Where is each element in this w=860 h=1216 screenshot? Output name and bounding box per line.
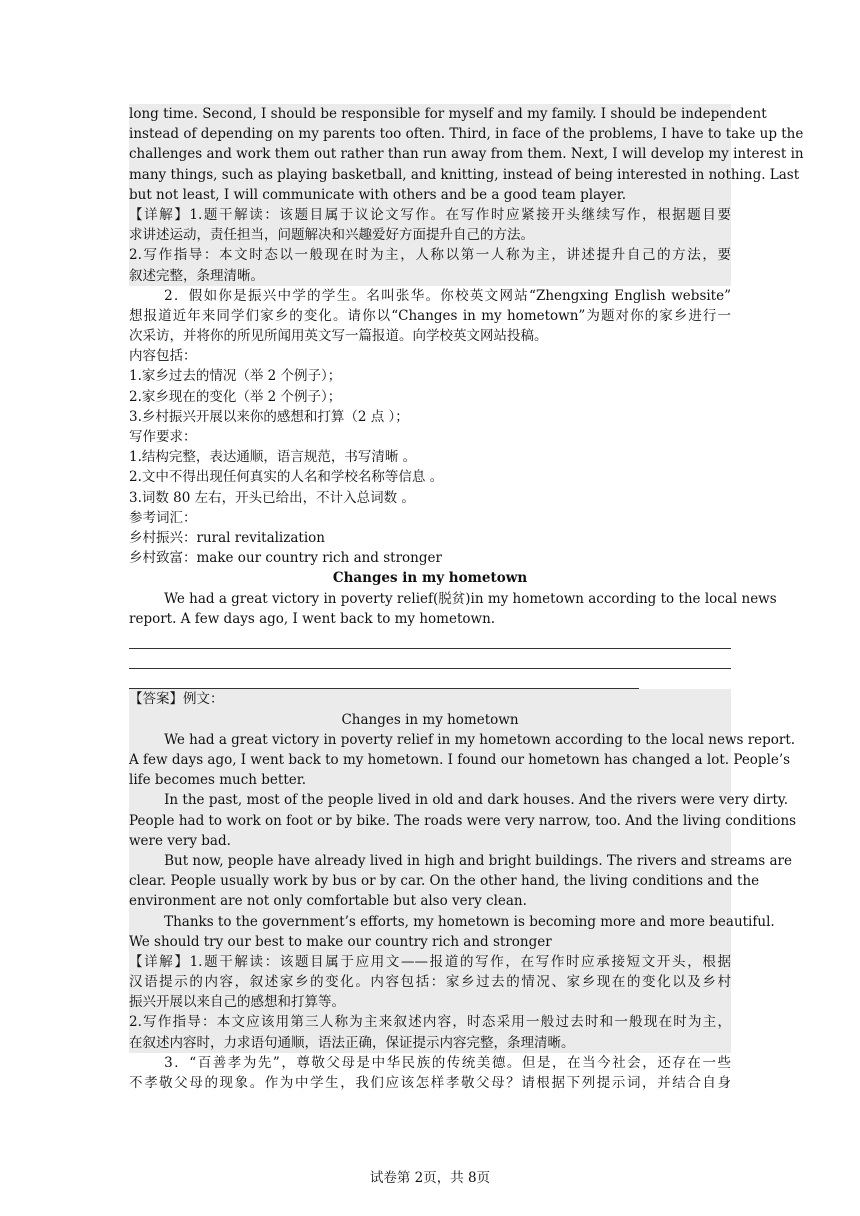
answer-essay — [129, 730, 797, 952]
previous-detail-block — [129, 205, 731, 286]
question-text: 想报道近年来同学们家乡的变化。请你以“Changes in my hometown”为题对你的家乡进行一 — [129, 307, 731, 324]
text-line: 求讲述运动，责任担当，问题解决和兴趣爱好方面提升自己的方法。 — [129, 227, 534, 244]
answer-line: were very bad. — [129, 832, 231, 849]
requirement-item: 2.文中不得出现任何真实的人名和学校名称等信息 。 — [129, 469, 444, 486]
requirement-item: 3.词数 80 左右，开头已给出，不计入总词数 。 — [129, 489, 415, 506]
text-line: 2.写作指导：本文时态以一般现在时为主，人称以第一人称为主，讲述提升自己的方法，要 — [129, 247, 731, 264]
text-line: 2.写作指导：本文应该用第三人称为主来叙述内容，时态采用一般过去时和一般现在时为主， — [129, 1014, 731, 1031]
essay-title: Changes in my hometown — [332, 570, 528, 587]
question-3 — [129, 1053, 731, 1093]
answer-line: life becomes much better. — [129, 772, 307, 789]
text-line: 【详解】1.题干解读：该题目属于议论文写作。在写作时应紧接开头继续写作，根据题目要 — [129, 206, 731, 223]
text-line: 叙述完整，条理清晰。 — [129, 267, 264, 284]
question-text: 不孝敬父母的现象。作为中学生，我们应该怎样孝敬父母？请根据下列提示词，并结合自身 — [129, 1075, 731, 1091]
text-line: 汉语提示的内容，叙述家乡的变化。内容包括：家乡过去的情况、家乡现在的变化以及乡村 — [129, 974, 731, 991]
previous-answer-block — [129, 104, 804, 205]
requirement-item: 1.结构完整，表达通顺，语言规范，书写清晰 。 — [129, 449, 417, 466]
answer-line: We should try our best to make our country rich and stronger — [129, 933, 552, 950]
content-item: 1.家乡过去的情况（举 2 个例子）； — [129, 368, 342, 385]
answer-blank-line — [129, 649, 731, 669]
text-line: 振兴开展以来自己的感想和打算等。 — [129, 994, 345, 1011]
question-text: 3．“百善孝为先”，尊敬父母是中华民族的传统美德。但是，在当今社会，还存在一些 — [164, 1054, 731, 1071]
answer-title: Changes in my hometown — [341, 711, 519, 728]
answer-label: 【答案】例文： — [129, 691, 224, 708]
exam-page — [129, 104, 804, 1093]
answer-line: environment are not only comfortable but also very clean. — [129, 893, 527, 910]
text-line: long time. Second, I should be responsible for myself and my family. I should be independent — [129, 106, 767, 122]
answer-blank-line — [129, 629, 731, 649]
content-heading: 内容包括： — [129, 348, 197, 365]
answer-line: A few days ago, I went back to my hometown. I found our hometown has changed a lot. People’s — [129, 752, 791, 768]
text-line: 在叙述内容时，力求语句通顺，语法正确，保证提示内容完整，条理清晰。 — [129, 1034, 575, 1051]
question-text: 2．假如你是振兴中学的学生。名叫张华。你校英文网站“Zhengxing English website” — [164, 287, 731, 304]
text-line: challenges and work them out rather than run away from them. Next, I will develop my interest in — [129, 146, 804, 163]
answer-line: People had to work on foot or by bike. The roads were very narrow, too. And the living conditions — [129, 812, 797, 829]
answer-block — [129, 689, 797, 951]
answer-line: In the past, most of the people lived in old and dark houses. And the rivers were very dirty. — [164, 792, 788, 809]
vocab-heading: 参考词汇： — [129, 509, 197, 526]
answer-blank-line — [129, 669, 639, 689]
text-line: instead of depending on my parents too often. Third, in face of the problems, I have to take up the — [129, 126, 804, 143]
requirements-heading: 写作要求： — [129, 429, 197, 445]
answer-line: clear. People usually work by bus or by car. On the other hand, the living conditions and the — [129, 873, 760, 890]
text-line: 【详解】1.题干解读：该题目属于应用文——报道的写作，在写作时应承接短文开头，根据 — [129, 953, 731, 970]
answer-line: Thanks to the government’s efforts, my hometown is becoming more and more beautiful. — [164, 913, 775, 930]
vocab-item: 乡村振兴：rural revitalization — [129, 529, 325, 546]
essay-start: report. A few days ago, I went back to my hometown. — [129, 610, 496, 627]
text-line: many things, such as playing basketball, and knitting, instead of being interested in nothing. Last — [129, 166, 800, 183]
answer-line: But now, people have already lived in high and bright buildings. The rivers and streams are — [164, 852, 792, 869]
detail-block — [129, 952, 731, 1053]
essay-start: We had a great victory in poverty relief(脱贫)in my hometown according to the local news — [164, 590, 777, 607]
question-text: 次采访，并将你的所见所闻用英文写一篇报道。向学校英文网站投稿。 — [129, 328, 548, 345]
question-2 — [129, 286, 777, 690]
answer-line: We had a great victory in poverty relief in my hometown according to the local news report. — [164, 731, 796, 748]
text-line: but not least, I will communicate with others and be a good team player. — [129, 186, 627, 203]
content-item: 3.乡村振兴开展以来你的感想和打算（2 点 ）； — [129, 408, 409, 425]
vocab-item: 乡村致富：make our country rich and stronger — [129, 550, 442, 567]
content-item: 2.家乡现在的变化（举 2 个例子）； — [129, 388, 342, 405]
page-footer: 试卷第 2页，共 8页 — [369, 1170, 491, 1186]
